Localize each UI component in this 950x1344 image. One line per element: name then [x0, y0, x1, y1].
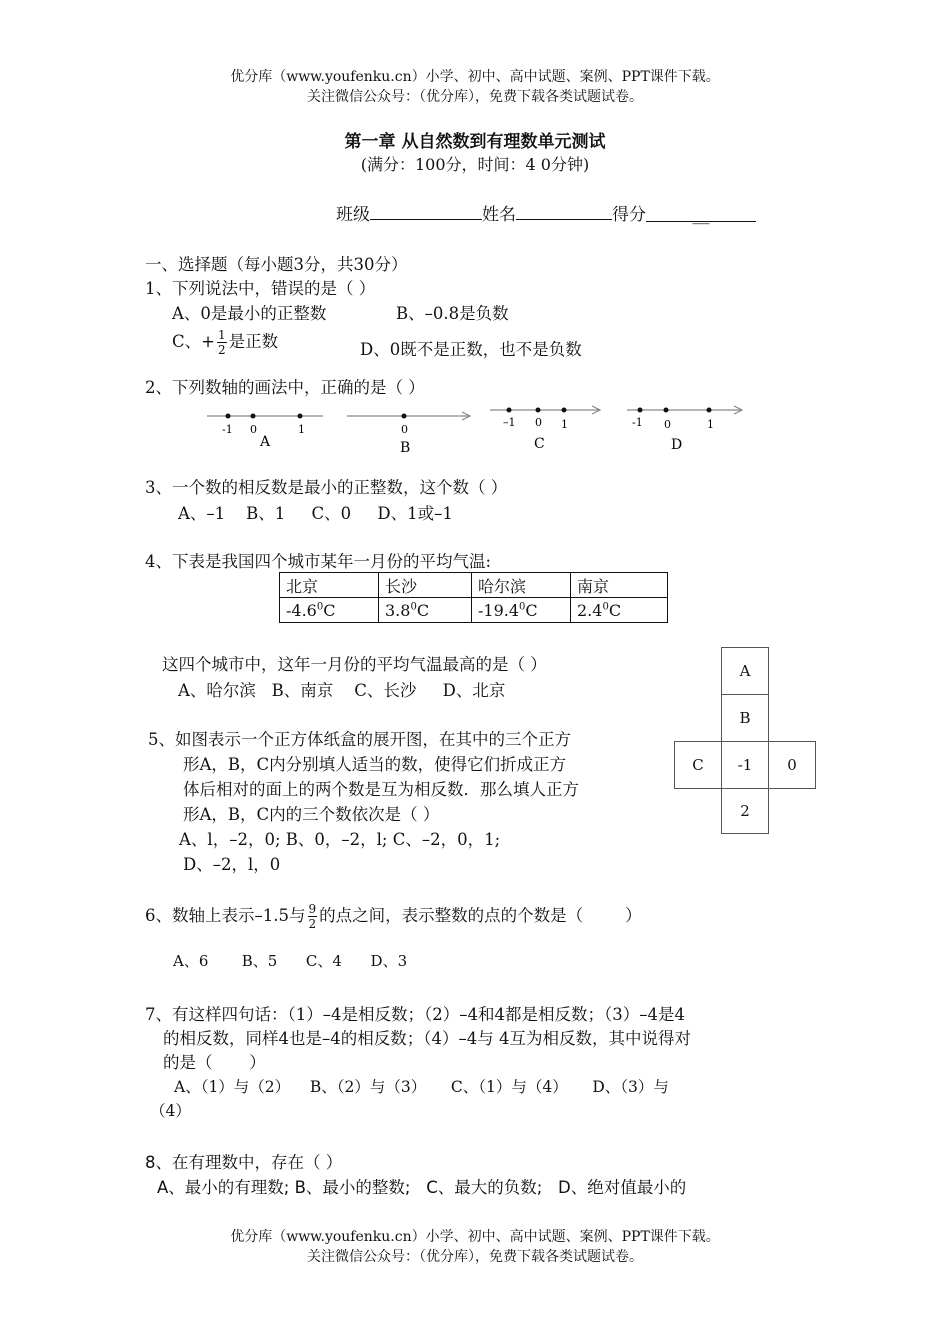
q7-options-cont: （4） [150, 1102, 191, 1120]
number-line-d [627, 406, 742, 453]
q1-stem: 1、下列说法中，错误的是（ ） [145, 279, 376, 298]
q8-options: A、最小的有理数; B、最小的整数; C、最大的负数; D、绝对值最小的 [157, 1178, 687, 1197]
table-cell: -19.4$^0$C [472, 598, 571, 623]
header-line-2: 关注微信公众号：（优分库），免费下载各类试题试卷。 [307, 89, 643, 105]
net-cell-bottom: 2 [721, 788, 769, 834]
q7-line-3: 的是（ ） [163, 1053, 266, 1072]
page-title: 第一章 从自然数到有理数单元测试 [344, 132, 606, 152]
student-info [336, 200, 756, 225]
q1-c-prefix: C、+ [172, 332, 215, 351]
net-cell-right: 0 [768, 741, 816, 789]
q1-option-b: B、–0.8是负数 [396, 304, 509, 323]
option-letter-d: D [671, 437, 683, 453]
q5-line-4: 形A，B，C内的三个数依次是（ ） [183, 805, 440, 824]
q6-options: A、6 B、5 C、4 D、3 [173, 952, 408, 970]
q7-options: A、（1）与（2） B、（2）与（3） C、（1）与（4） D、（3）与 [174, 1078, 669, 1096]
q6-suffix: 的点之间，表示整数的点的个数是（ ） [319, 906, 642, 925]
q5-line-2: 形A，B，C内分别填人适当的数，使得它们折成正方 [183, 755, 567, 774]
q5-options-2: D、–2，l，0 [183, 855, 281, 874]
q4-options: A、哈尔滨 B、南京 C、长沙 D、北京 [178, 681, 506, 700]
net-cell-c: C [674, 741, 722, 789]
q7-line-2: 的相反数，同样4也是–4的相反数；（4）–4与 4互为相反数，其中说得对 [163, 1029, 691, 1048]
name-blank[interactable] [516, 203, 612, 220]
option-letter-c: C [534, 436, 545, 452]
q4-question: 这四个城市中，这年一月份的平均气温最高的是（ ） [162, 655, 547, 674]
q6-stem [145, 902, 642, 931]
q1-c-suffix: 是正数 [228, 332, 279, 351]
q5-options-1: A、l，–2，0; B、0，–2，l; C、–2，0，1; [179, 830, 501, 849]
page-subtitle: (满分：100分，时间：4 0分钟) [360, 155, 590, 174]
net-cell-b: B [721, 694, 769, 742]
table-cell: $-4.6^0C$ [280, 598, 379, 623]
q1-option-a: A、0是最小的正整数 [172, 304, 327, 323]
q4-stem: 4、下表是我国四个城市某年一月份的平均气温: [145, 552, 492, 571]
footer-line-1: 优分库（www.youfenku.cn）小学、初中、高中试题、案例、PPT课件下载。 [230, 1229, 720, 1245]
header-line-1: 优分库（www.youfenku.cn）小学、初中、高中试题、案例、PPT课件下载。 [230, 69, 720, 85]
score-blank[interactable] [646, 205, 756, 225]
number-line-a [207, 414, 323, 451]
axis-label: 0 [664, 418, 671, 431]
fraction-nine-halves [308, 902, 318, 931]
axis-label: 0 [535, 416, 542, 429]
option-letter-b: B [400, 440, 411, 456]
fraction-denominator: 2 [308, 917, 317, 931]
section-heading: 一、选择题（每小题3分，共30分） [145, 255, 408, 274]
name-label: 姓名 [482, 205, 516, 225]
table-header-cell: 南京 [571, 573, 668, 598]
fraction-numerator: 1 [217, 328, 226, 342]
q8-stem: 8、在有理数中，存在（ ） [145, 1153, 343, 1172]
axis-label: 1 [707, 418, 714, 431]
q1-option-d: D、0既不是正数，也不是负数 [360, 340, 582, 359]
q7-line-1: 7、有这样四句话：（1）–4是相反数；（2）–4和4都是相反数；（3）–4是4 [145, 1005, 685, 1024]
table-header-row [280, 573, 668, 598]
fraction-numerator: 9 [308, 902, 317, 916]
net-cell-center: -1 [721, 741, 769, 789]
table-header-cell: 北京 [280, 573, 379, 598]
table-header-cell: 哈尔滨 [472, 573, 571, 598]
axis-label: –1 [503, 416, 516, 429]
table-header-cell: 长沙 [379, 573, 472, 598]
q5-line-3: 体后相对的面上的两个数是互为相反数．那么填人正方 [183, 780, 579, 799]
fraction-one-half [217, 328, 227, 357]
option-letter-a: A [260, 434, 271, 450]
q1-option-c [172, 328, 278, 357]
score-label: 得分 [612, 205, 646, 225]
q3-options: A、–1 B、1 C、0 D、1或–1 [178, 504, 453, 523]
q2-stem: 2、下列数轴的画法中，正确的是（ ） [145, 378, 425, 397]
class-blank[interactable] [370, 203, 482, 220]
number-line-b [347, 412, 470, 456]
table-cell: $3.8^0C$ [379, 598, 472, 623]
axis-label: -1 [222, 423, 233, 436]
number-line-c [490, 406, 600, 452]
q6-prefix: 6、数轴上表示–1.5与 [145, 906, 306, 925]
axis-label: -1 [632, 416, 643, 429]
fraction-denominator: 2 [217, 343, 226, 357]
table-row [280, 598, 668, 623]
axis-label: 0 [401, 423, 408, 436]
net-cell-a: A [721, 647, 769, 695]
temperature-table [279, 572, 668, 623]
number-line-figures [200, 400, 760, 458]
table-cell: $2.4^0C$ [571, 598, 668, 623]
q3-stem: 3、一个数的相反数是最小的正整数，这个数（ ） [145, 478, 508, 497]
score-blank-mark: __ [692, 205, 710, 225]
axis-label: 1 [561, 418, 568, 431]
class-label: 班级 [336, 205, 370, 225]
axis-label: 0 [250, 423, 257, 436]
q5-line-1: 5、如图表示一个正方体纸盒的展开图，在其中的三个正方 [148, 730, 571, 749]
axis-label: 1 [298, 423, 305, 436]
footer-line-2: 关注微信公众号：（优分库），免费下载各类试题试卷。 [307, 1249, 643, 1265]
